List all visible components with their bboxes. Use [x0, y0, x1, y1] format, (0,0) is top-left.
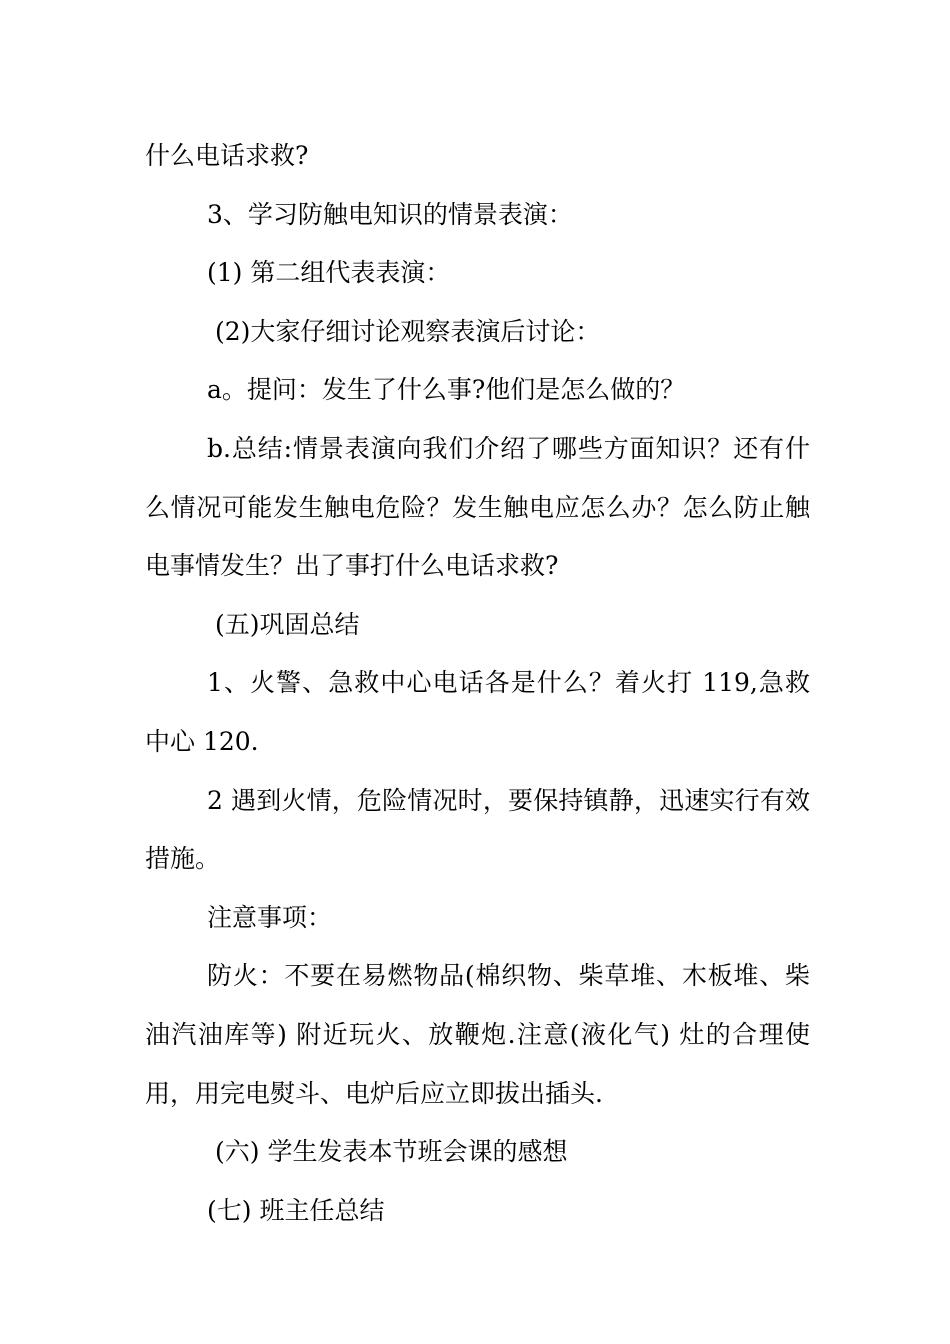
section-heading-6: (六) 学生发表本节班会课的感想	[215, 1137, 568, 1167]
section-heading-5: (五)巩固总结	[215, 609, 360, 639]
paragraph-subitem-1: (1) 第二组代表表演：	[207, 258, 451, 288]
document-body	[145, 127, 810, 1240]
paragraph-subitem-2: (2)大家仔细讨论观察表演后讨论：	[215, 316, 601, 346]
notes-heading: 注意事项：	[207, 902, 333, 932]
paragraph-item-3: 3、学习防触电知识的情景表演：	[207, 199, 573, 229]
paragraph-review-1: 1、火警、急救中心电话各是什么？着火打 119,急救中心 120.	[145, 668, 810, 756]
paragraph-continuation: 什么电话求救?	[145, 141, 309, 170]
paragraph-fire-prevention: 防火：不要在易燃物品(棉织物、柴草堆、木板堆、柴油汽油库等) 附近玩火、放鞭炮.注意(液化气) 灶的合理使用，用完电熨斗、电炉后应立即拔出插头.	[145, 961, 810, 1108]
paragraph-question-a: a。提问：发生了什么事?他们是怎么做的？	[207, 375, 686, 405]
paragraph-summary-b: b.总结:情景表演向我们介绍了哪些方面知识？还有什么情况可能发生触电危险？发生触电应怎么办？怎么防止触电事情发生？出了事打什么电话求救?	[145, 433, 810, 581]
section-heading-7: (七) 班主任总结	[207, 1195, 385, 1225]
paragraph-review-2: 2 遇到火情，危险情况时，要保持镇静，迅速实行有效措施。	[145, 785, 810, 874]
